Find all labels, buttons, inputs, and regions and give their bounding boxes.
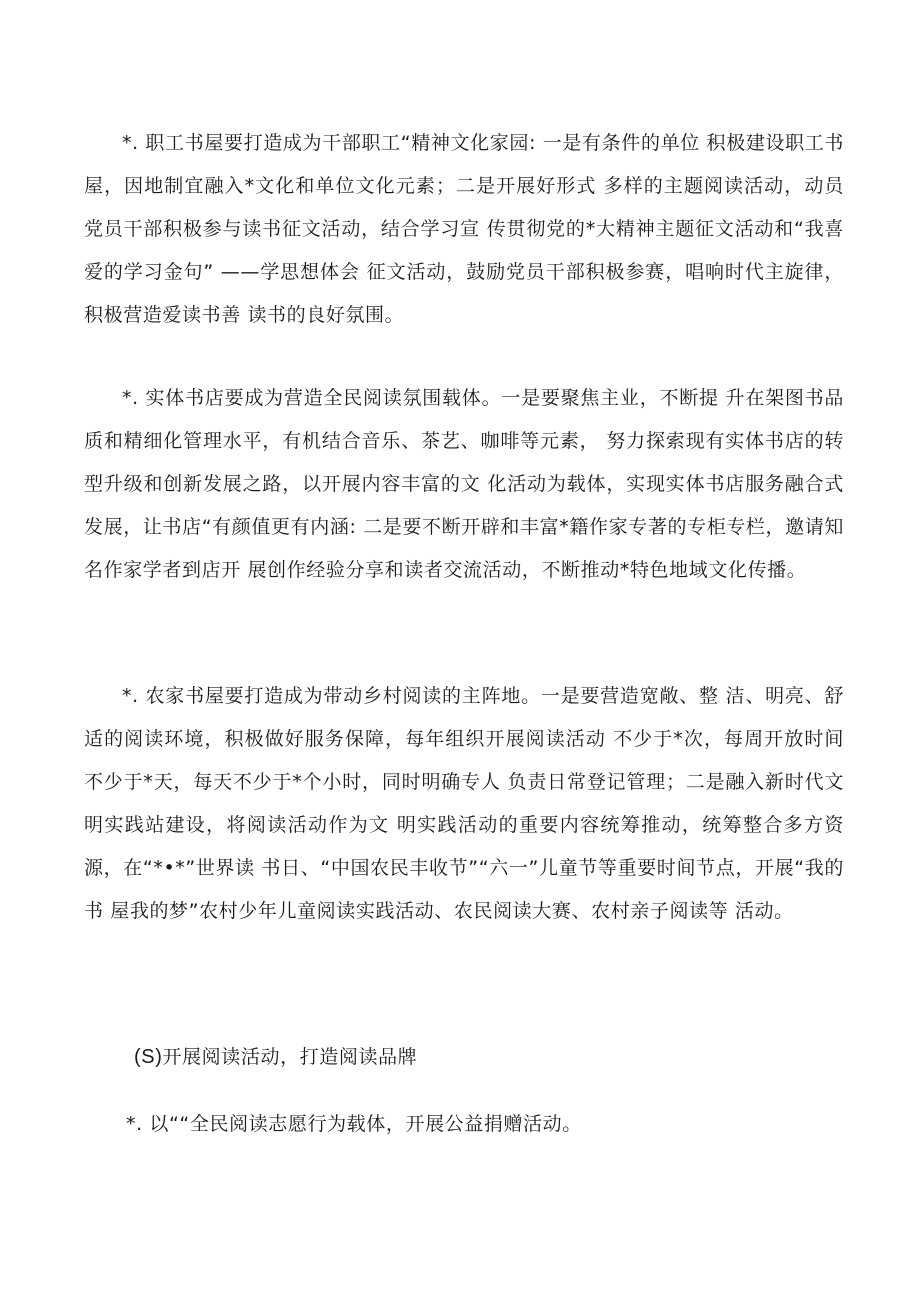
list-item-volunteer: *. 以““全民阅读志愿行为载体，开展公益捐赠活动。 [126,1113,582,1135]
section-heading-text: 开展阅读活动，打造阅读品牌 [162,1046,418,1068]
section-heading-marker: (S) [134,1046,163,1068]
paragraph-physical-bookstore: *. 实体书店要成为营造全民阅读氛围载体。一是要聚焦主业，不断提 升在架图书品质和精细化管理水平，有机结合音乐、茶艺、咖啡等元素， 努力探索现有实体书店的转型升级和创新发展之路，以开展内容丰富的文 化活动为载体，实现实体书店服务融合式发展，让书店“有颜值更有内涵: 二是要不断开辟和丰富*籍作家专著的专柜专栏，邀请知名作家学者到店开 展创作经验分享和读者交流活动，不断推动*特色地域文化传播。 [84,387,844,581]
paragraph-staff-bookhouse: *. 职工书屋要打造成为干部职工“精神文化家园: 一是有条件的单位 积极建设职工书屋，因地制宜融入*文化和单位文化元素；二是开展好形式 多样的主题阅读活动，动员党员干部积极参与读书征文活动，结合学习宣 传贯彻党的*大精神主题征文活动和“我喜爱的学习金句” ——学思想体会 征文活动，鼓励党员干部积极参赛，唱响时代主旋律，积极营造爱读书善 读书的良好氛围。 [84,132,844,326]
paragraph-rural-bookhouse: *. 农家书屋要打造成为带动乡村阅读的主阵地。一是要营造宽敞、整 洁、明亮、舒适的阅读环境，积极做好服务保障，每年组织开展阅读活动 不少于*次，每周开放时间不少于*天，每天不少于*个小时，同时明确专人 负责日常登记管理；二是融入新时代文明实践站建设，将阅读活动作为文 明实践活动的重要内容统筹推动，统筹整合多方资源，在“*•*”世界读 书日、“中国农民丰收节”“六一”儿童节等重要时间节点，开展“我的书 屋我的梦”农村少年儿童阅读实践活动、农民阅读大赛、农村亲子阅读等 活动。 [84,685,844,922]
section-heading [134,1036,417,1079]
